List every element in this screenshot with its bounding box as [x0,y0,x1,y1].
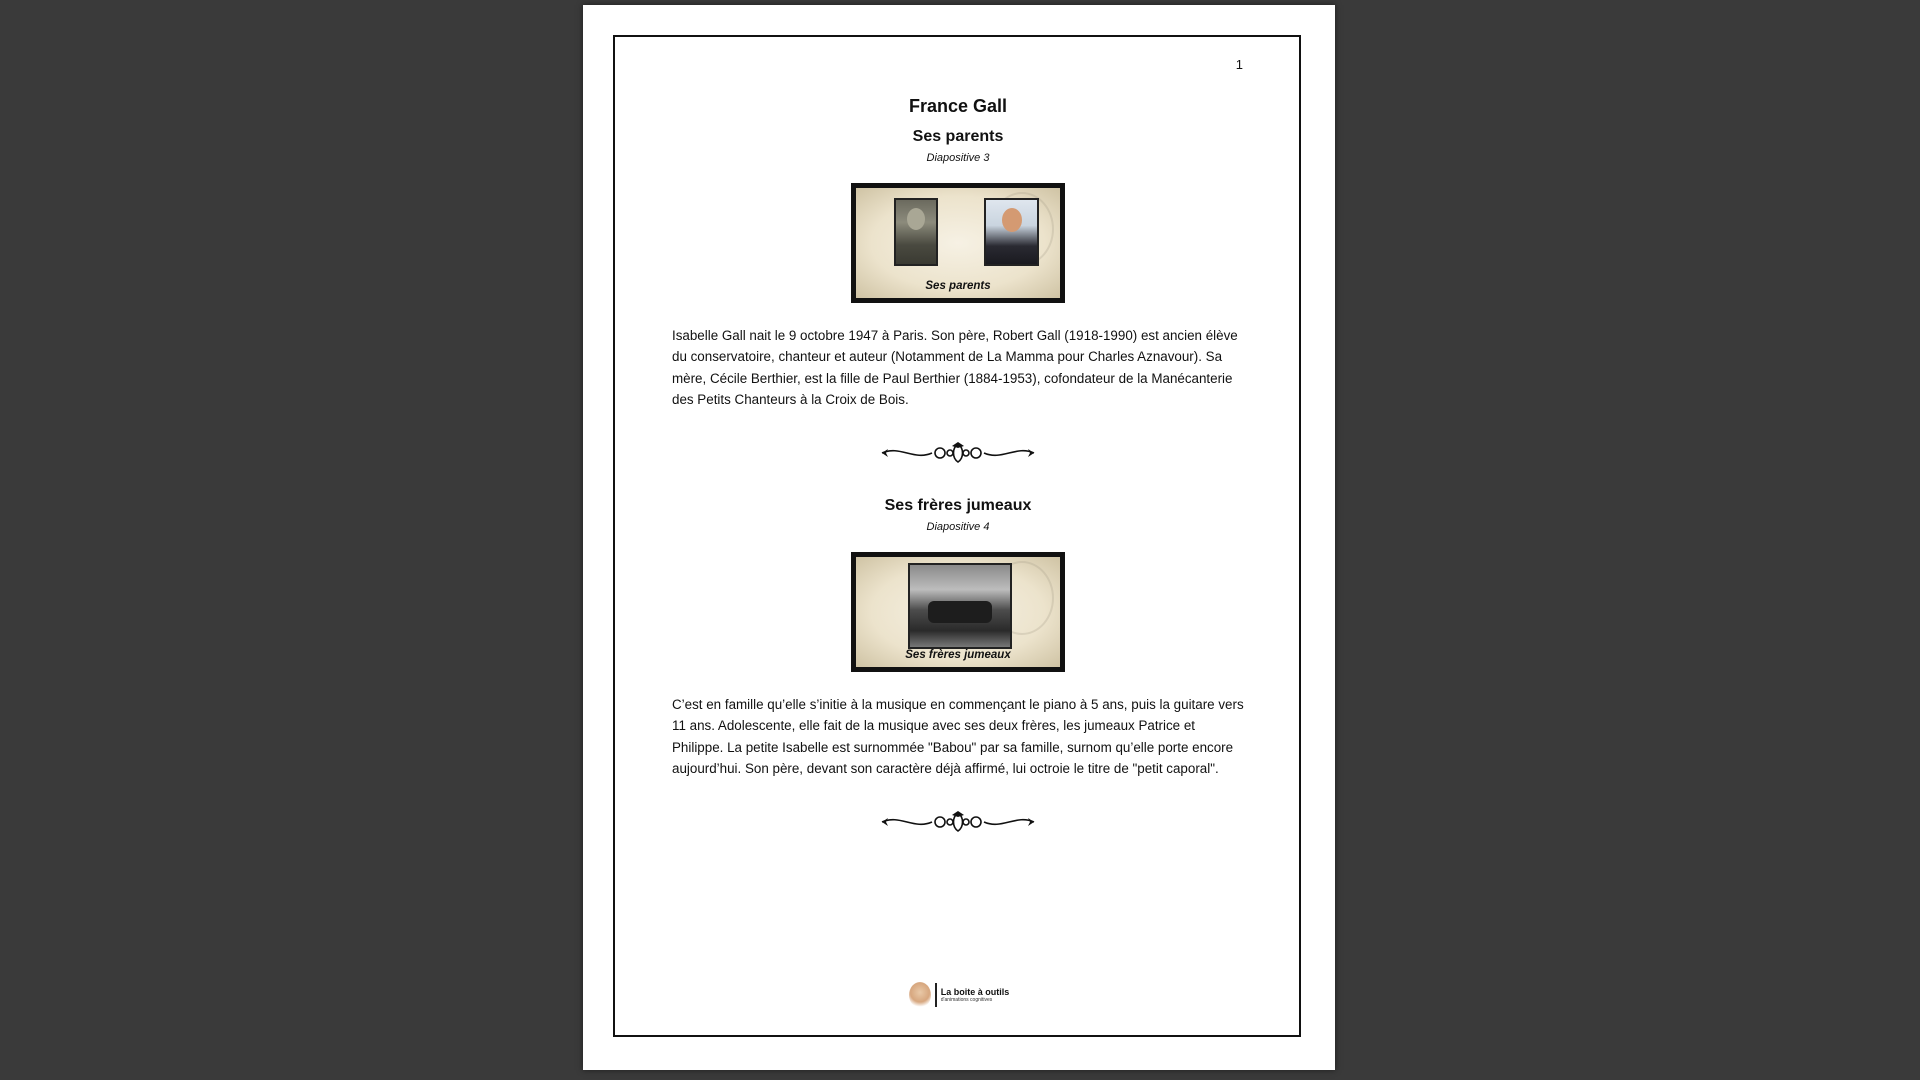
section-title: Ses frères jumeaux [884,497,1032,515]
logo-text-block [941,987,1010,1003]
slide-background [856,188,1060,298]
document-page [583,5,1335,1070]
document-title: France Gall [908,96,1008,116]
logo-subtitle: d'animations cognitives [940,997,993,1003]
slide-thumbnail-twins [851,552,1065,672]
section-paragraph: Isabelle Gall nait le 9 octobre 1947 à Paris. Son père, Robert Gall (1918-1990) est ancien élève du conservatoire, chanteur et auteur (Notamment de La Mamma pour Charles Aznavour). Sa mère, Cécile Berthier, est la fille de Paul Berthier (1884-1953), cofondateur de la Manécanterie des Petits Chanteurs à la Croix de Bois. [672,328,1238,407]
slide-caption: Ses parents [925,280,991,292]
slide-reference: Diapositive 3 [926,152,990,164]
ornament-divider-icon [880,809,1036,835]
section-twin-brothers [672,496,1244,835]
ornament-divider-icon [880,440,1036,466]
footer-logo [583,982,1335,1008]
section-parents [672,127,1244,466]
slide-background [856,557,1060,667]
slide-caption: Ses frères jumeaux [905,649,1011,662]
section-title: Ses parents [912,128,1004,145]
logo-divider [935,983,937,1007]
mother-photo [984,198,1039,266]
page-border-frame [613,35,1301,1037]
twins-photo [908,563,1012,649]
page-number: 1 [1235,57,1243,72]
logo-title: La boite à outils [940,987,1010,997]
father-photo [894,198,938,266]
slide-thumbnail-parents [851,183,1065,303]
slide-reference: Diapositive 4 [926,521,990,534]
page-content [672,95,1244,835]
tree-logo-icon [909,982,931,1008]
section-paragraph: C’est en famille qu’elle s’initie à la musique en commençant le piano à 5 ans, puis la guitare vers 11 ans. Adolescente, elle fait de la musique avec ses deux frères, les jumeaux Patrice et Philippe. La petite Isabelle est surnommée "Babou" par sa famille, surnom qu’elle porte encore aujourd’hui. Son père, devant son caractère déjà affirmé, lui octroie le titre de "petit caporal". [672,697,1244,777]
